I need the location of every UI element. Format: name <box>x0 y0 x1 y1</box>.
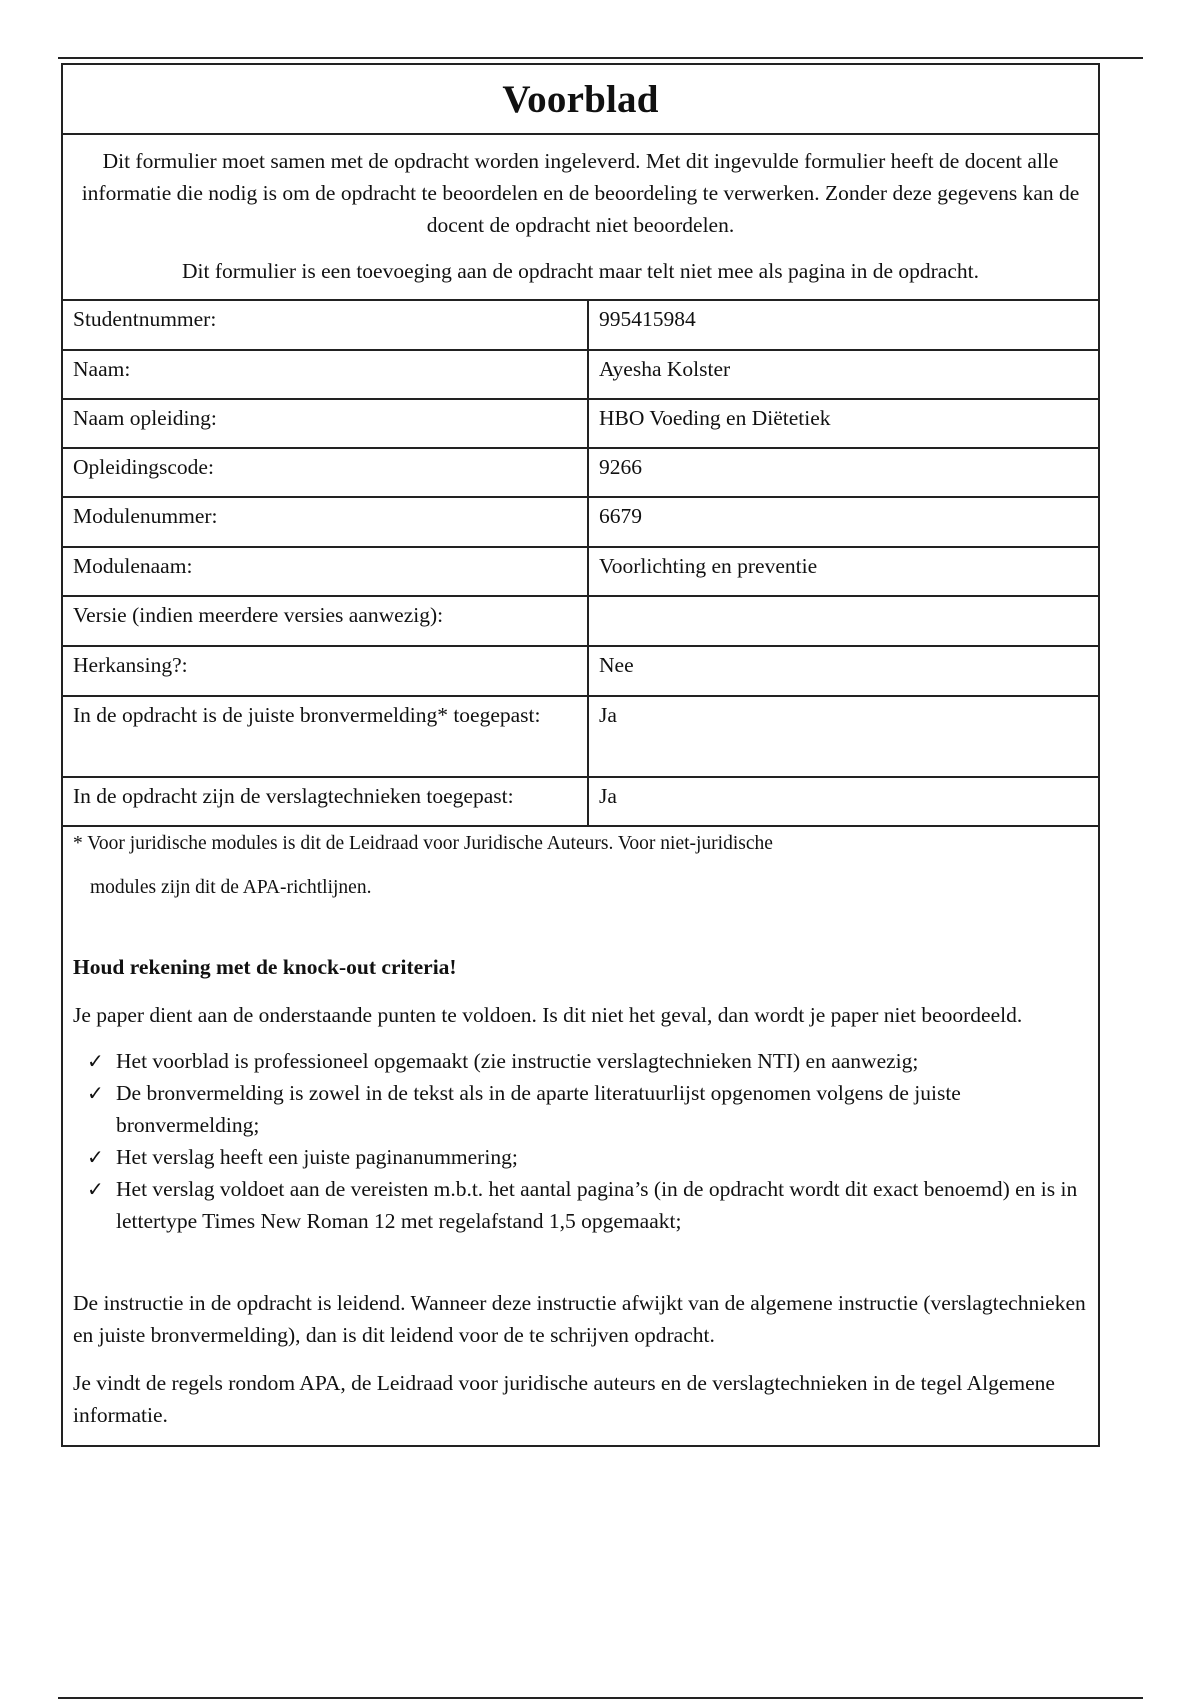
field-label: Versie (indien meerdere versies aanwezig): <box>63 596 588 646</box>
field-label: Naam opleiding: <box>63 399 588 448</box>
field-row-studentnummer <box>63 301 1098 350</box>
student-info-table <box>63 301 1098 827</box>
field-row-verslagtechnieken <box>63 777 1098 826</box>
field-value: HBO Voeding en Diëtetiek <box>588 399 1098 448</box>
field-label: Opleidingscode: <box>63 448 588 497</box>
check-icon: ✓ <box>87 1145 104 1169</box>
intro-paragraph-1: Dit formulier moet samen met de opdracht worden ingeleverd. Met dit ingevulde formulier heeft de docent alle informatie die nodig is om de opdracht te beoordelen en de beoordeling te verwerken. Zonder deze gegevens kan de docent de opdracht niet beoordelen. <box>81 149 1080 237</box>
field-row-naam-opleiding <box>63 399 1098 448</box>
field-value: Ayesha Kolster <box>588 350 1098 399</box>
field-value: Voorlichting en preventie <box>588 547 1098 596</box>
footnote-line-2: modules zijn dit de APA-richtlijnen. <box>90 877 372 898</box>
intro-paragraph-2: Dit formulier is een toevoeging aan de opdracht maar telt niet mee als pagina in de opdracht. <box>181 259 979 283</box>
field-row-opleidingscode <box>63 448 1098 497</box>
knockout-criteria-list <box>73 1045 1088 1237</box>
knockout-intro: Je paper dient aan de onderstaande punten te voldoen. Is dit niet het geval, dan wordt je paper niet beoordeeld. <box>73 1003 1023 1027</box>
title-row <box>63 65 1098 135</box>
page-title: Voorblad <box>502 77 659 121</box>
field-value: Ja <box>588 696 1098 777</box>
field-label: Studentnummer: <box>63 301 588 350</box>
field-value: 6679 <box>588 497 1098 547</box>
footnote-line-1: * Voor juridische modules is dit de Leidraad voor Juridische Auteurs. Voor niet-juridische <box>73 833 773 854</box>
field-row-versie <box>63 596 1098 646</box>
field-label: Modulenaam: <box>63 547 588 596</box>
criterion-text: De bronvermelding is zowel in de tekst als in de aparte literatuurlijst opgenomen volgens de juiste bronvermelding; <box>116 1081 961 1137</box>
check-icon: ✓ <box>87 1177 104 1201</box>
field-row-bronvermelding <box>63 696 1098 777</box>
field-row-modulenaam <box>63 547 1098 596</box>
check-icon: ✓ <box>87 1049 104 1073</box>
footnote <box>73 829 1088 903</box>
field-value: 9266 <box>588 448 1098 497</box>
criterion-text: Het voorblad is professioneel opgemaakt (zie instructie verslagtechnieken NTI) en aanwezig; <box>116 1049 919 1073</box>
list-item <box>73 1077 1088 1141</box>
field-row-herkansing <box>63 646 1098 696</box>
header-rule <box>58 57 1143 59</box>
notes-section <box>63 829 1098 1445</box>
closing-paragraph-2: Je vindt de regels rondom APA, de Leidraad voor juridische auteurs en de verslagtechnieken in de tegel Algemene informatie. <box>73 1371 1055 1427</box>
footer-rule <box>58 1697 1143 1699</box>
field-value: 995415984 <box>588 301 1098 350</box>
field-label: In de opdracht is de juiste bronvermelding* toegepast: <box>63 696 588 777</box>
list-item <box>73 1141 1088 1173</box>
field-label: In de opdracht zijn de verslagtechnieken toegepast: <box>63 777 588 826</box>
field-row-modulenummer <box>63 497 1098 547</box>
criterion-text: Het verslag heeft een juiste paginanummering; <box>116 1145 518 1169</box>
closing-paragraph-1: De instructie in de opdracht is leidend. Wanneer deze instructie afwijkt van de algemene instructie (verslagtechnieken en juiste bronvermelding), dan is dit leidend voor de te schrijven opdracht. <box>73 1291 1086 1347</box>
field-label: Naam: <box>63 350 588 399</box>
field-label: Modulenummer: <box>63 497 588 547</box>
field-value: Nee <box>588 646 1098 696</box>
cover-sheet-form <box>61 63 1100 1447</box>
list-item <box>73 1173 1088 1237</box>
field-value <box>588 596 1098 646</box>
check-icon: ✓ <box>87 1081 104 1105</box>
knockout-heading: Houd rekening met de knock-out criteria! <box>73 955 457 979</box>
criterion-text: Het verslag voldoet aan de vereisten m.b.t. het aantal pagina’s (in de opdracht wordt dit exact benoemd) en is in lettertype Times New Roman 12 met regelafstand 1,5 opgemaakt; <box>116 1177 1078 1233</box>
intro-section <box>63 135 1098 301</box>
field-row-naam <box>63 350 1098 399</box>
field-value: Ja <box>588 777 1098 826</box>
list-item <box>73 1045 1088 1077</box>
field-label: Herkansing?: <box>63 646 588 696</box>
